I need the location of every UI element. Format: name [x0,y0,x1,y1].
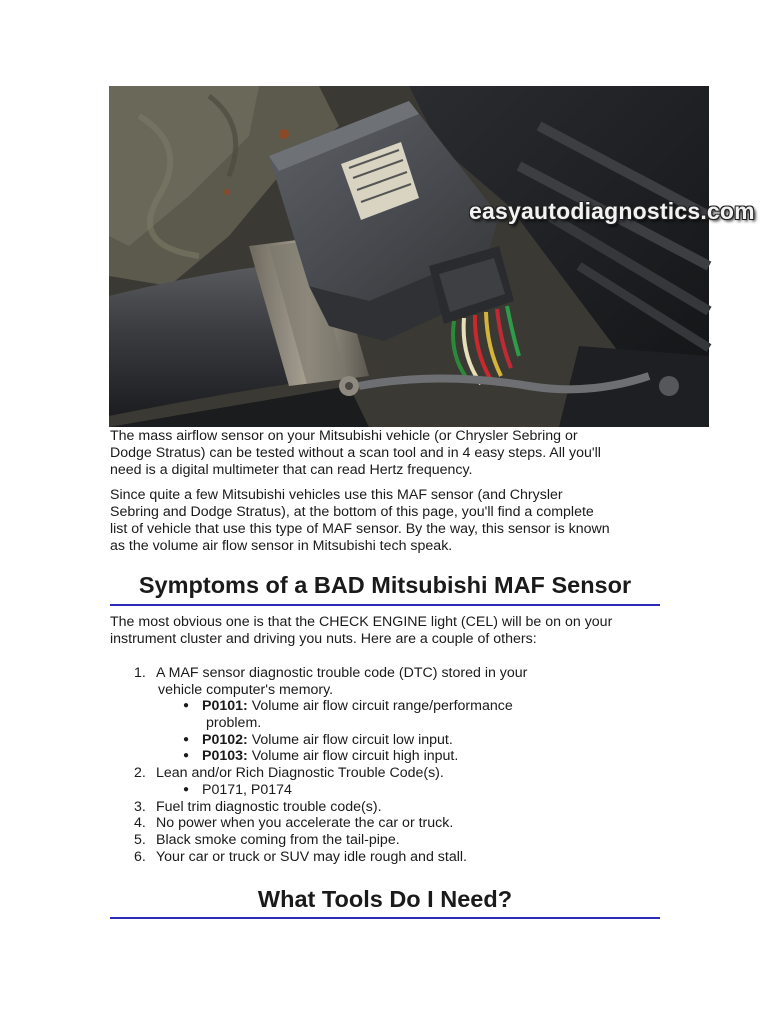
intro-p2-line: Since quite a few Mitsubishi vehicles use this MAF sensor (and Chrysler [110,487,563,503]
heading-rule [110,604,660,606]
bullet-icon: ● [183,783,190,795]
code-item-continuation [110,715,670,732]
list-number: 5. [134,831,146,848]
code-item-text: P0171, P0174 [202,781,292,798]
code-item [110,698,670,715]
dtc-description: problem. [206,715,262,732]
list-number: 4. [134,815,146,832]
intro-p1-line: The mass airflow sensor on your Mitsubishi vehicle (or Chrysler Sebring or [110,428,578,444]
intro-paragraph-2 [110,487,670,555]
list-item [110,849,670,866]
code-item-text [202,732,453,749]
bullet-icon: ● [183,750,190,762]
maf-sensor-photo [109,86,755,427]
intro-p2-line: Sebring and Dodge Stratus), at the bottom of this page, you'll find a complete [110,504,594,520]
list-item [110,765,670,782]
intro-p1-line: need is a digital multimeter that can read Hertz frequency. [110,462,473,478]
symptoms-intro-paragraph [110,614,670,648]
intro-p2-line: as the volume air flow sensor in Mitsubishi tech speak. [110,538,453,554]
list-number: 6. [134,848,146,865]
dtc-description: Volume air flow circuit high input. [251,748,459,765]
code-item-text [202,748,458,765]
list-item-text: vehicle computer's memory. [158,681,334,698]
code-item [110,782,670,799]
engine-bay-illustration [109,86,709,427]
dtc-code: P0103: [202,748,248,765]
list-item-text: Your car or truck or SUV may idle rough and stall. [156,848,467,865]
dtc-code: P0101: [202,698,248,715]
symptoms-heading: Symptoms of a BAD Mitsubishi MAF Sensor [138,572,632,598]
bullet-icon: ● [183,700,190,712]
bullet-icon: ● [183,733,190,745]
list-item-text: Lean and/or Rich Diagnostic Trouble Code(s). [156,765,444,782]
intro-p2-line: list of vehicle that use this type of MAF sensor. By the way, this sensor is known [110,521,610,537]
code-item-text [202,698,513,715]
list-number: 1. [134,665,146,681]
heading-rule [110,917,660,919]
list-item [110,665,670,682]
list-item-text: Fuel trim diagnostic trouble code(s). [156,798,382,815]
list-item-continuation [110,682,670,699]
list-item [110,799,670,816]
list-item [110,815,670,832]
intro-p1-line: Dodge Stratus) can be tested without a scan tool and in 4 easy steps. All you'll [110,445,601,461]
list-item [110,832,670,849]
list-item-text: A MAF sensor diagnostic trouble code (DTC) stored in your [156,665,528,681]
intro-paragraph-1 [110,428,670,479]
dtc-description: Volume air flow circuit range/performance [251,698,513,715]
symptoms-intro-line: The most obvious one is that the CHECK ENGINE light (CEL) will be on on your [110,614,613,630]
code-item [110,732,670,749]
list-item-text: Black smoke coming from the tail-pipe. [156,831,400,848]
symptoms-list [110,665,670,865]
symptoms-intro-line: instrument cluster and driving you nuts. Here are a couple of others: [110,631,537,647]
dtc-description: Volume air flow circuit low input. [251,731,453,748]
list-item-text: No power when you accelerate the car or truck. [156,815,454,832]
code-item [110,748,670,765]
dtc-code: P0102: [202,731,248,748]
photo-watermark: easyautodiagnostics.com [469,198,755,224]
list-number: 3. [134,798,146,815]
list-number: 2. [134,765,146,782]
tools-heading: What Tools Do I Need? [257,886,513,912]
